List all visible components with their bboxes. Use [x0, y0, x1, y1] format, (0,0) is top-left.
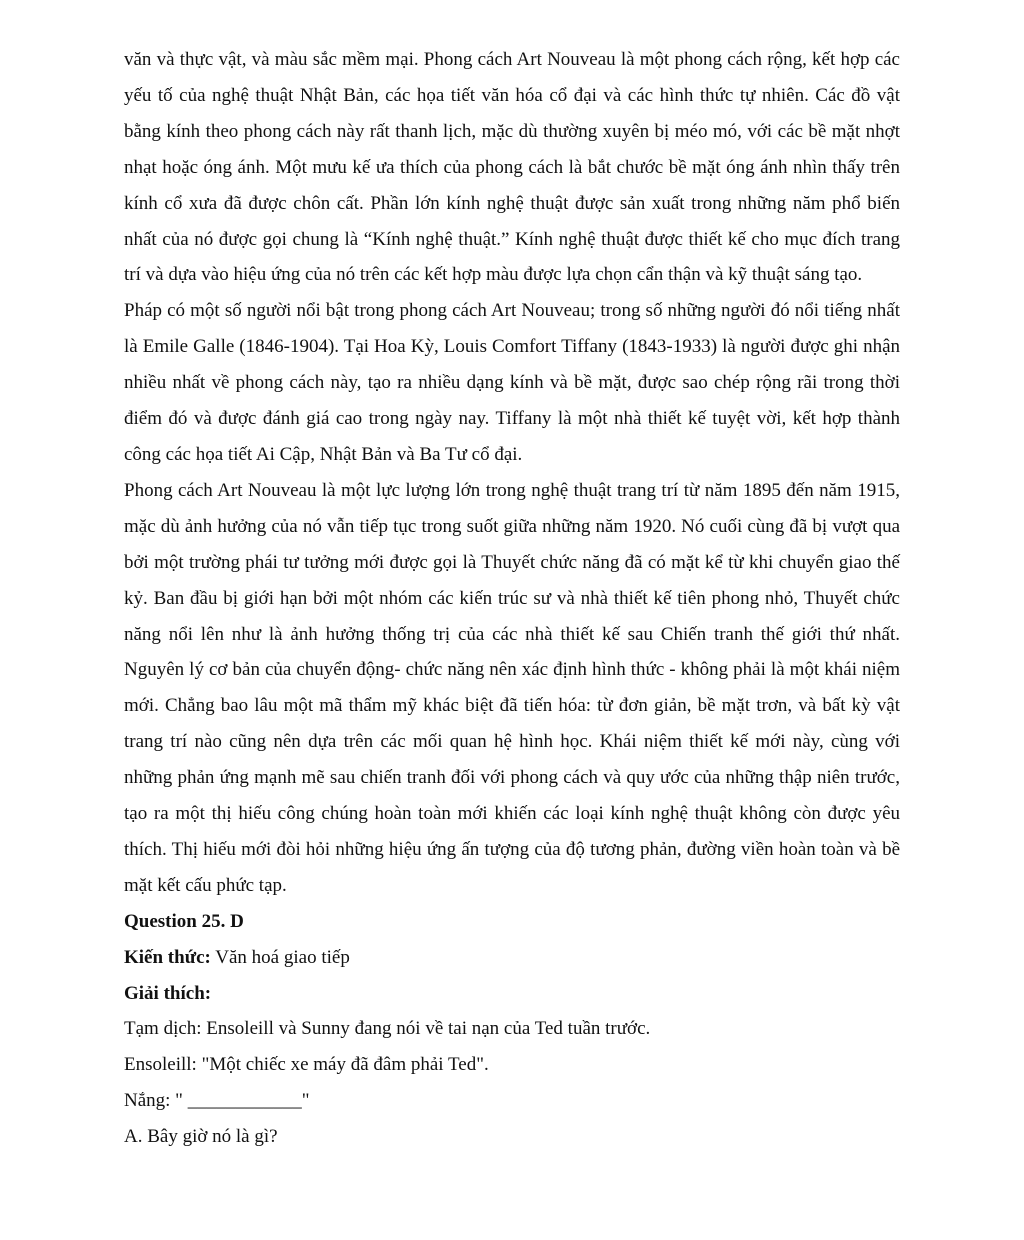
question-heading: Question 25. D [124, 910, 244, 932]
dialogue-ensoleill: Ensoleill: "Một chiếc xe máy đã đâm phải Ted". [124, 1054, 489, 1076]
explanation-label: Giải thích: [124, 982, 212, 1004]
knowledge-label: Kiến thức: [124, 946, 211, 968]
option-a: A. Bây giờ nó là gì? [124, 1126, 278, 1148]
paragraph-functionalism: Phong cách Art Nouveau là một lực lượng lớn trong nghệ thuật trang trí từ năm 1895 đến năm 1915, mặc dù ảnh hưởng của nó vẫn tiếp tục trong suốt giữa những năm 1920. Nó cuối cùng đã bị vượt qua bởi một trường phái tư tưởng mới được gọi là Thuyết chức năng đã có mặt kể từ khi chuyển giao thế kỷ. Ban đầu bị giới hạn bởi một nhóm các kiến trúc sư và nhà thiết kế tiên phong nhỏ, Thuyết chức năng nổi lên như là ảnh hưởng thống trị của các nhà thiết kế sau Chiến tranh thế giới thứ nhất. Nguyên lý cơ bản của chuyển động- chức năng nên xác định hình thức - không phải là một khái niệm mới. Chẳng bao lâu một mã thẩm mỹ khác biệt đã tiến hóa: từ đơn giản, bề mặt trơn, và bất kỳ vật trang trí nào cũng nên dựa trên các mối quan hệ hình học. Khái niệm thiết kế mới này, cùng với những phản ứng mạnh mẽ sau chiến tranh đối với phong cách và quy ước của những thập niên trước, tạo ra một thị hiếu công chúng hoàn toàn mới khiến các loại kính nghệ thuật không còn được yêu thích. Thị hiếu mới đòi hỏi những hiệu ứng ấn tượng của độ tương phản, đường viền hoàn toàn và bề mặt kết cấu phức tạp. [124, 479, 900, 896]
dialogue-nang: Nắng: " ____________" [124, 1090, 310, 1112]
document-page [124, 42, 900, 1155]
translation-line: Tạm dịch: Ensoleill và Sunny đang nói về tai nạn của Ted tuần trước. [124, 1018, 651, 1040]
knowledge-value: Văn hoá giao tiếp [210, 946, 350, 968]
knowledge-line [124, 940, 900, 976]
paragraph-notable-designers: Pháp có một số người nổi bật trong phong cách Art Nouveau; trong số những người đó nổi tiếng nhất là Emile Galle (1846-1904). Tại Hoa Kỳ, Louis Comfort Tiffany (1843-1933) là người được ghi nhận nhiều nhất về phong cách này, tạo ra nhiều dạng kính và bề mặt, được sao chép rộng rãi trong thời điểm đó và được đánh giá cao trong ngày nay. Tiffany là một nhà thiết kế tuyệt vời, kết hợp thành công các họa tiết Ai Cập, Nhật Bản và Ba Tư cổ đại. [124, 300, 900, 465]
paragraph-art-nouveau-style: văn và thực vật, và màu sắc mềm mại. Phong cách Art Nouveau là một phong cách rộng, kết hợp các yếu tố của nghệ thuật Nhật Bản, các họa tiết văn hóa cổ đại và các hình thức tự nhiên. Các đồ vật bằng kính theo phong cách này rất thanh lịch, mặc dù thường xuyên bị méo mó, với các bề mặt nhợt nhạt hoặc óng ánh. Một mưu kế ưa thích của phong cách là bắt chước bề mặt óng ánh nhìn thấy trên kính cổ xưa đã được chôn cất. Phần lớn kính nghệ thuật được sản xuất trong những năm phổ biến nhất của nó được gọi chung là “Kính nghệ thuật.” Kính nghệ thuật được thiết kế cho mục đích trang trí và dựa vào hiệu ứng của nó trên các kết hợp màu được lựa chọn cẩn thận và kỹ thuật sáng tạo. [124, 49, 900, 286]
